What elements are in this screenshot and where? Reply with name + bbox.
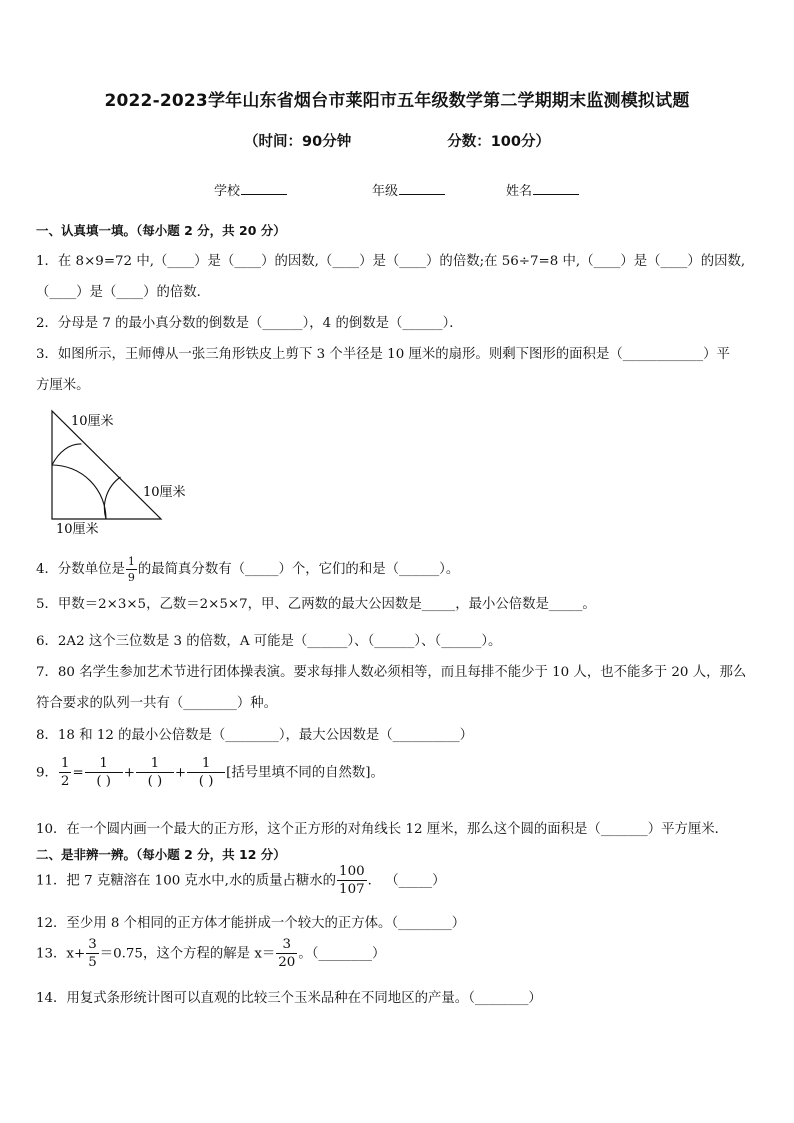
q4-suffix: 的最简真分数有（_____）个，它们的和是（______）。 <box>137 562 460 577</box>
q9-f2-numerator: 1 <box>136 757 174 773</box>
name-blank[interactable] <box>533 183 579 195</box>
q9-lhs-denominator: 2 <box>60 774 70 790</box>
q9-fraction-2 <box>136 757 174 789</box>
section-1-heading: 一、认真填一填。（每小题 2 分，共 20 分） <box>36 223 286 238</box>
q4-prefix: 4．分数单位是 <box>36 562 125 577</box>
question-9 <box>36 757 384 789</box>
exam-time: （时间：90分钟 <box>244 134 352 150</box>
figure-label-bottom: 10厘米 <box>56 522 99 537</box>
question-6: 6．2A2 这个三位数是 3 的倍数，A 可能是（______）、（______）、（______）。 <box>36 634 502 649</box>
triangle-sectors-figure <box>40 405 210 540</box>
q9-label: 9． <box>36 765 58 781</box>
name-field[interactable] <box>506 180 579 199</box>
question-1-line-1: 1．在 8×9=72 中,（____）是（____）的因数,（____）是（____）的倍数;在 56÷7=8 中,（____）是（____）的因数, <box>36 254 746 269</box>
school-field[interactable] <box>214 180 287 199</box>
school-blank[interactable] <box>241 183 287 195</box>
q13-f1-numerator: 3 <box>86 938 99 954</box>
school-label: 学校 <box>214 184 241 199</box>
q11-suffix: ． （_____） <box>367 873 446 889</box>
q13-fraction-2 <box>276 938 297 970</box>
q4-denominator: 9 <box>127 571 135 584</box>
grade-field[interactable] <box>372 180 445 199</box>
q9-note: [括号里填不同的自然数]。 <box>226 765 384 781</box>
question-4 <box>36 556 459 583</box>
q9-lhs-numerator: 1 <box>59 757 72 773</box>
grade-label: 年级 <box>372 184 399 199</box>
q11-numerator: 100 <box>337 865 367 881</box>
question-1-line-2: （____）是（____）的倍数． <box>36 285 211 300</box>
exam-meta <box>0 130 794 151</box>
q13-f2-denominator: 20 <box>278 955 296 971</box>
question-3-line-1: 3．如图所示，王师傅从一张三角形铁皮上剪下 3 个半径是 10 厘米的扇形。则剩下图形的面积是（____________）平 <box>36 347 730 362</box>
page-title: 2022-2023学年山东省烟台市莱阳市五年级数学第二学期期末监测模拟试题 <box>104 91 690 111</box>
question-7-line-2: 符合要求的队列一共有（________）种。 <box>36 696 278 711</box>
q4-numerator: 1 <box>127 555 135 568</box>
q9-f3-numerator: 1 <box>187 757 225 773</box>
question-2: 2．分母是 7 的最小真分数的倒数是（______），4 的倒数是（______）． <box>36 316 463 331</box>
grade-blank[interactable] <box>399 183 445 195</box>
q9-equals: = <box>72 765 84 781</box>
q13-suffix: 。（________） <box>298 946 386 962</box>
figure-label-right: 10厘米 <box>143 485 186 500</box>
question-13 <box>36 938 385 970</box>
q13-f1-denominator: 5 <box>88 955 97 971</box>
q9-plus-2: + <box>174 765 187 781</box>
q9-f2-blank[interactable]: ( ) <box>147 774 163 790</box>
question-14: 14．用复式条形统计图可以直观的比较三个玉米品种在不同地区的产量。（________） <box>36 991 542 1006</box>
question-12: 12．至少用 8 个相同的正方体才能拼成一个较大的正方体。（________） <box>36 916 466 931</box>
q13-f2-numerator: 3 <box>276 938 297 954</box>
question-7-line-1: 7．80 名学生参加艺术节进行团体操表演。要求每排人数必须相等，而且每排不能少于 10 人，也不能多于 20 人，那么 <box>36 665 747 680</box>
section-2-heading: 二、是非辨一辨。（每小题 2 分，共 12 分） <box>36 847 286 862</box>
q11-fraction <box>337 865 367 897</box>
q9-fraction-1 <box>85 757 123 789</box>
exam-score: 分数：100分） <box>447 134 550 150</box>
q9-f1-blank[interactable]: ( ) <box>96 774 112 790</box>
q13-prefix: 13．x+ <box>36 946 86 962</box>
question-3-line-2: 方厘米。 <box>36 378 90 393</box>
q4-fraction <box>126 556 137 583</box>
q13-fraction-1 <box>86 938 99 970</box>
question-11 <box>36 865 446 897</box>
q11-prefix: 11．把 7 克糖溶在 100 克水中,水的质量占糖水的 <box>36 873 337 889</box>
q11-denominator: 107 <box>339 882 365 898</box>
q9-lhs-fraction <box>59 757 72 789</box>
q9-fraction-3 <box>187 757 225 789</box>
question-5: 5．甲数＝2×3×5，乙数＝2×5×7，甲、乙两数的最大公因数是_____，最小公倍数是_____。 <box>36 597 596 612</box>
question-10: 10．在一个圆内画一个最大的正方形，这个正方形的对角线长 12 厘米，那么这个圆的面积是（_______）平方厘米． <box>36 822 729 837</box>
q9-plus-1: + <box>123 765 135 781</box>
q9-f1-numerator: 1 <box>85 757 123 773</box>
question-8: 8．18 和 12 的最小公倍数是（________），最大公因数是（__________） <box>36 728 473 743</box>
figure-label-top: 10厘米 <box>71 414 114 429</box>
q9-f3-blank[interactable]: ( ) <box>198 774 214 790</box>
name-label: 姓名 <box>506 184 533 199</box>
q13-middle: ＝0.75，这个方程的解是 x＝ <box>99 946 276 962</box>
